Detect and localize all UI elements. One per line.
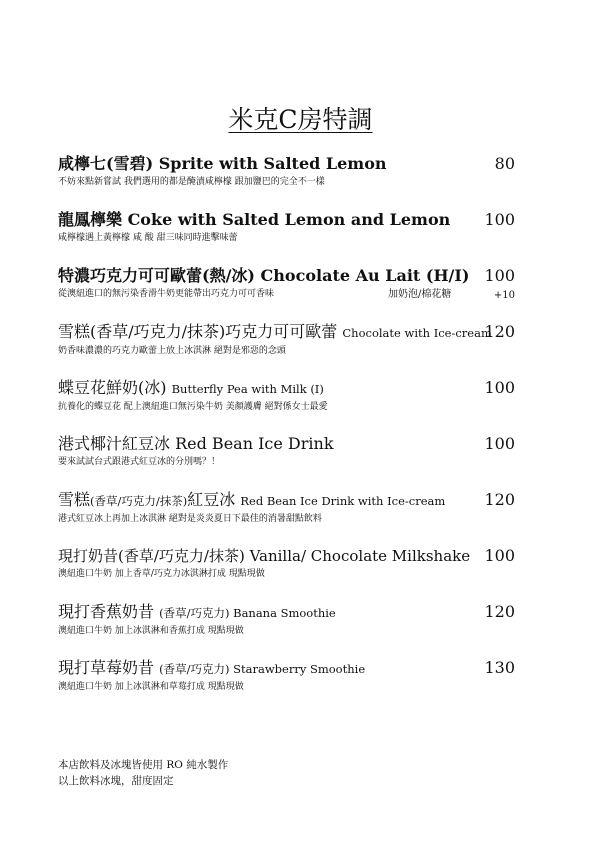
item-description: 港式紅豆冰上再加上冰淇淋 絕對是炎炎夏日下最佳的消暑甜點飲料 bbox=[58, 514, 322, 524]
item-description: 不妨來點新嘗試 我們選用的都是醃漬咸檸檬 跟加鹽巴的完全不一樣 bbox=[58, 177, 325, 187]
footer-notes bbox=[58, 757, 228, 789]
item-description: 抗養化的蝶豆花 配上澳紐進口無污染牛奶 美顏護膚 絕對係女士最愛 bbox=[58, 402, 328, 412]
menu-item bbox=[58, 209, 518, 244]
item-description: 澳紐進口牛奶 加上冰淇淋和草莓打成 現點現做 bbox=[58, 682, 244, 692]
item-name: 現打香蕉奶昔 (香草/巧克力) Banana Smoothie bbox=[58, 602, 336, 621]
item-name: 港式椰汁紅豆冰 Red Bean Ice Drink bbox=[58, 434, 334, 453]
menu-item bbox=[58, 433, 518, 468]
item-name: 現打草莓奶昔 (香草/巧克力) Starawberry Smoothie bbox=[58, 658, 366, 677]
item-name: 雪糕(香草/巧克力/抹茶)巧克力可可歐蕾 Chocolate with Ice-cream bbox=[58, 322, 492, 341]
menu-item bbox=[58, 489, 518, 525]
item-description: 從澳紐進口的無污染香滑牛奶更能帶出巧克力可可香味 bbox=[58, 289, 275, 299]
menu-item bbox=[58, 321, 518, 357]
menu-title: 米克C房特調 bbox=[228, 105, 373, 134]
addon-price: +10 bbox=[493, 290, 515, 301]
item-name: 蝶豆花鮮奶(冰) Butterfly Pea with Milk (I) bbox=[58, 378, 324, 397]
footer-line: 以上飲料冰塊，甜度固定 bbox=[58, 775, 174, 787]
item-description: 要來試試台式跟港式紅豆冰的分別嗎？！ bbox=[58, 457, 221, 467]
addon-label: 加奶泡/棉花糖 bbox=[388, 289, 452, 300]
item-price: 100 bbox=[484, 434, 515, 453]
menu-item bbox=[58, 545, 518, 580]
item-name: 現打奶昔(香草/巧克力/抹茶) Vanilla/ Chocolate Milkshake bbox=[58, 547, 471, 565]
item-name: 咸檸七(雪碧) Sprite with Salted Lemon bbox=[58, 154, 387, 173]
item-name: 特濃巧克力可可歐蕾(熱/冰) Chocolate Au Lait (H/I) bbox=[58, 266, 470, 285]
item-price: 120 bbox=[484, 322, 515, 341]
menu-item bbox=[58, 377, 518, 413]
item-price: 100 bbox=[484, 546, 515, 565]
menu-item bbox=[58, 657, 518, 693]
item-price: 80 bbox=[494, 154, 515, 173]
item-name: 龍鳳檸樂 Coke with Salted Lemon and Lemon bbox=[58, 210, 451, 229]
item-description: 澳紐進口牛奶 加上冰淇淋和香蕉打成 現點現做 bbox=[58, 626, 244, 636]
item-description: 咸檸檬遇上黃檸檬 咸 酸 甜三味同時進擊味蕾 bbox=[58, 233, 238, 243]
item-price: 120 bbox=[484, 602, 515, 621]
footer-line: 本店飲料及冰塊皆使用 RO 純水製作 bbox=[58, 759, 229, 771]
item-price: 100 bbox=[484, 266, 515, 285]
item-price: 120 bbox=[484, 490, 515, 509]
item-description: 澳紐進口牛奶 加上香草/巧克力冰淇淋打成 現點現做 bbox=[58, 569, 265, 579]
item-price: 100 bbox=[484, 210, 515, 229]
item-description: 奶香味濃濃的巧克力歐蕾上放上冰淇淋 絕對是邪惡的念頭 bbox=[58, 346, 286, 356]
item-name: 雪糕(香草/巧克力/抹茶)紅豆冰 Red Bean Ice Drink with Ice-cream bbox=[58, 490, 446, 509]
item-price: 130 bbox=[484, 658, 515, 677]
item-price: 100 bbox=[484, 378, 515, 397]
menu-item bbox=[58, 601, 518, 637]
menu-item bbox=[58, 153, 518, 188]
